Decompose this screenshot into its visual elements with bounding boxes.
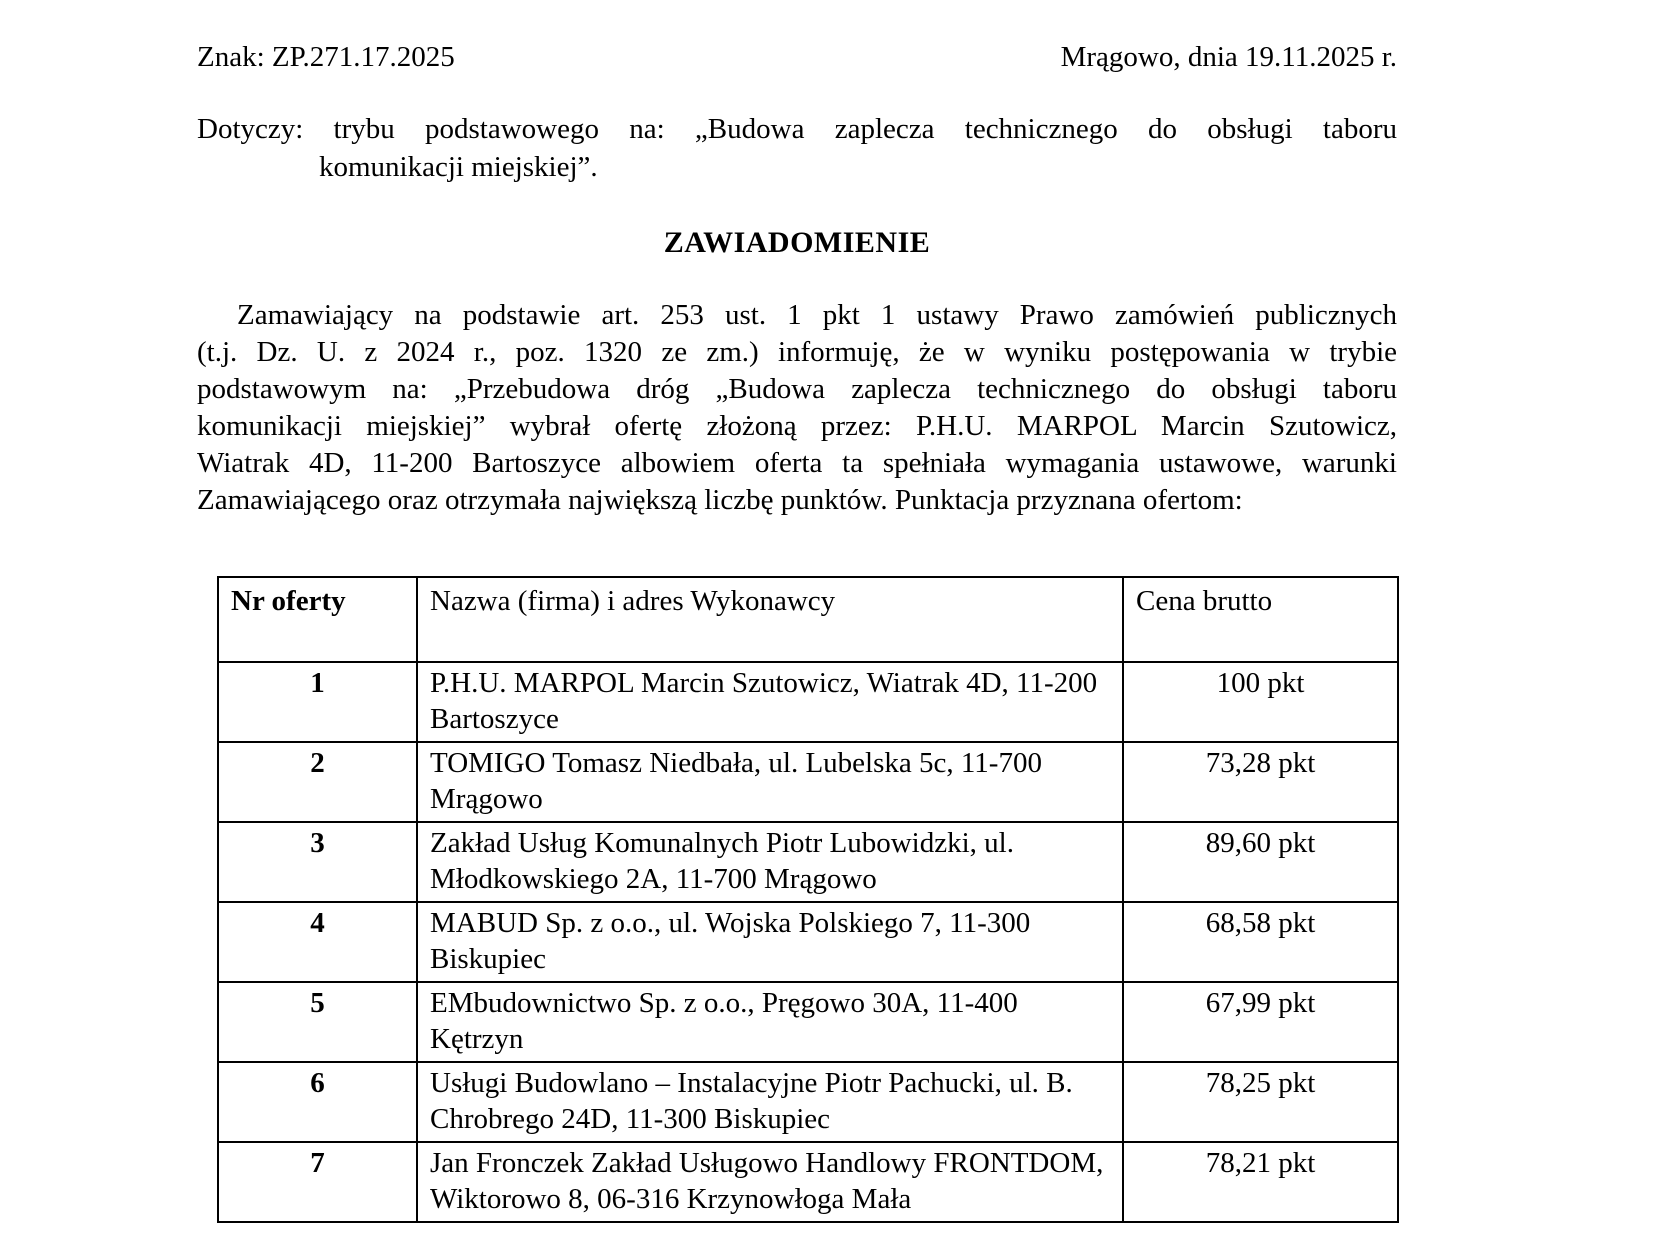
offers-table — [217, 576, 1399, 1223]
document-content — [197, 0, 1397, 1223]
offer-number-cell: 3 — [218, 822, 417, 902]
table-header-row — [218, 577, 1398, 662]
place-and-date: Mrągowo, dnia 19.11.2025 r. — [1060, 41, 1397, 73]
contractor-cell: EMbudownictwo Sp. z o.o., Pręgowo 30A, 11-400 Kętrzyn — [417, 982, 1123, 1062]
contractor-cell: TOMIGO Tomasz Niedbała, ul. Lubelska 5c, 11-700 Mrągowo — [417, 742, 1123, 822]
table-row — [218, 982, 1398, 1062]
offer-number-cell: 6 — [218, 1062, 417, 1142]
contractor-cell: P.H.U. MARPOL Marcin Szutowicz, Wiatrak 4D, 11-200 Bartoszyce — [417, 662, 1123, 742]
body-line: Zamawiający na podstawie art. 253 ust. 1 pkt 1 ustawy Prawo zamówień publicznych — [237, 299, 1397, 331]
offer-number-cell: 7 — [218, 1142, 417, 1222]
table-row — [218, 822, 1398, 902]
document-header — [197, 40, 1397, 74]
offer-number-cell: 5 — [218, 982, 417, 1062]
table-row — [218, 1062, 1398, 1142]
header-offer-number: Nr oferty — [218, 577, 417, 662]
table-row — [218, 1142, 1398, 1222]
points-cell: 100 pkt — [1123, 662, 1398, 742]
points-cell: 78,25 pkt — [1123, 1062, 1398, 1142]
points-cell: 89,60 pkt — [1123, 822, 1398, 902]
body-line: podstawowym na: „Przebudowa dróg „Budowa zaplecza technicznego do obsługi taboru — [197, 373, 1397, 405]
points-cell: 78,21 pkt — [1123, 1142, 1398, 1222]
points-cell: 73,28 pkt — [1123, 742, 1398, 822]
subject-line-2: komunikacji miejskiej”. — [319, 151, 598, 183]
header-contractor-name: Nazwa (firma) i adres Wykonawcy — [417, 577, 1123, 662]
body-line: Wiatrak 4D, 11-200 Bartoszyce albowiem oferta ta spełniała wymagania ustawowe, warunki — [197, 447, 1397, 479]
offer-number-cell: 1 — [218, 662, 417, 742]
header-gross-price: Cena brutto — [1123, 577, 1398, 662]
subject-paragraph — [197, 110, 1397, 186]
contractor-cell: Usługi Budowlano – Instalacyjne Piotr Pachucki, ul. B. Chrobrego 24D, 11-300 Biskupiec — [417, 1062, 1123, 1142]
body-line: Zamawiającego oraz otrzymała największą liczbę punktów. Punktacja przyznana ofertom: — [197, 484, 1243, 516]
offer-number-cell: 4 — [218, 902, 417, 982]
body-paragraph — [197, 297, 1397, 519]
contractor-cell: Jan Fronczek Zakład Usługowo Handlowy FRONTDOM, Wiktorowo 8, 06-316 Krzynowłoga Mała — [417, 1142, 1123, 1222]
body-line: (t.j. Dz. U. z 2024 r., poz. 1320 ze zm.) informuję, że w wyniku postępowania w trybie — [197, 336, 1397, 368]
table-row — [218, 742, 1398, 822]
contractor-cell: Zakład Usług Komunalnych Piotr Lubowidzki, ul. Młodkowskiego 2A, 11-700 Mrągowo — [417, 822, 1123, 902]
body-line: komunikacji miejskiej” wybrał ofertę złożoną przez: P.H.U. MARPOL Marcin Szutowicz, — [197, 410, 1397, 442]
table-row — [218, 662, 1398, 742]
contractor-cell: MABUD Sp. z o.o., ul. Wojska Polskiego 7, 11-300 Biskupiec — [417, 902, 1123, 982]
reference-number: Znak: ZP.271.17.2025 — [197, 41, 455, 73]
subject-line-1: Dotyczy: trybu podstawowego na: „Budowa zaplecza technicznego do obsługi taboru — [197, 113, 1397, 145]
table-row — [218, 902, 1398, 982]
offer-number-cell: 2 — [218, 742, 417, 822]
document-title: ZAWIADOMIENIE — [663, 226, 931, 259]
points-cell: 67,99 pkt — [1123, 982, 1398, 1062]
points-cell: 68,58 pkt — [1123, 902, 1398, 982]
